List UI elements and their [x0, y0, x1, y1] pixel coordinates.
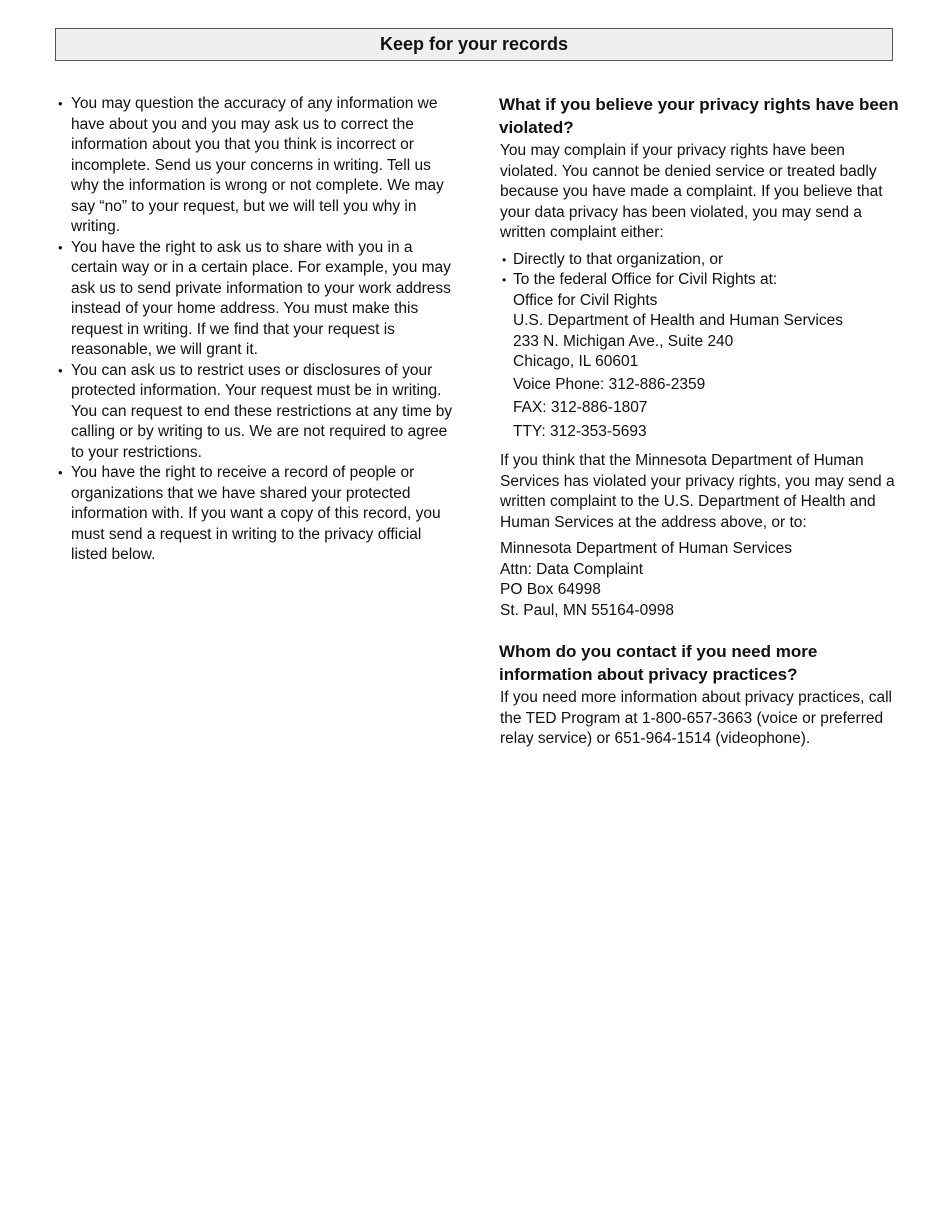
records-header-title: Keep for your records	[379, 34, 569, 54]
violation-intro: You may complain if your privacy rights have been violated. You cannot be denied service or treated badly because you have made a complaint. If you believe that your data privacy has been violated, you may send a written complaint either:	[500, 142, 883, 241]
ocr-address	[499, 291, 899, 373]
phone-line: Voice Phone: 312-886-2359	[513, 375, 706, 393]
address-line: Attn: Data Complaint	[500, 560, 644, 578]
mn-paragraph: If you think that the Minnesota Department of Human Services has violated your privacy rights, you may send a written complaint to the U.S. Department of Health and Human Services at the address above, or to:	[500, 452, 895, 531]
rights-item: • You may question the accuracy of any information we have about you and you may ask us to correct the information about you that you think is incorrect or incomplete. Send us your concerns in writing. Tell us why the information is wrong or not complete. We may say “no” to your request, but we will tell you why in writing.	[58, 94, 458, 238]
phone-line: TTY: 312-353-5693	[513, 422, 647, 440]
address-line: PO Box 64998	[500, 581, 601, 598]
phone-line: FAX: 312-886-1807	[513, 399, 648, 416]
complaint-options	[499, 250, 899, 291]
rights-item: • You have the right to ask us to share with you in a certain way or in a certain place. For example, you may ask us to send private information to your work address instead of your home address. You must make this request in writing. If we find that your request is reasonable, we will grant it.	[58, 238, 458, 361]
address-line: Office for Civil Rights	[513, 291, 658, 309]
ocr-phones	[499, 375, 899, 443]
contact-body: If you need more information about privacy practices, call the TED Program at 1-800-657-3663 (voice or preferred relay service) or 651-964-1514 (videophone).	[500, 689, 892, 747]
records-header	[55, 28, 893, 61]
address-line: Minnesota Department of Human Services	[500, 540, 793, 557]
address-line: U.S. Department of Health and Human Services	[513, 312, 843, 329]
complaint-option: • To the federal Office for Civil Rights at:	[499, 270, 899, 291]
violation-heading: What if you believe your privacy rights have been violated?	[499, 95, 899, 137]
rights-list	[58, 94, 458, 566]
rights-item: • You can ask us to restrict uses or disclosures of your protected information. Your request must be in writing. You can request to end these restrictions at any time by calling or by writing to us. We are not required to agree to your restrictions.	[58, 361, 458, 464]
complaint-option: • Directly to that organization, or	[499, 250, 899, 271]
left-column	[58, 94, 458, 566]
address-line: 233 N. Michigan Ave., Suite 240	[513, 332, 734, 350]
contact-heading: Whom do you contact if you need more information about privacy practices?	[499, 642, 818, 684]
mn-address	[499, 539, 899, 621]
right-column	[499, 94, 899, 750]
address-line: Chicago, IL 60601	[513, 353, 639, 370]
rights-item: • You have the right to receive a record of people or organizations that we have shared your protected information with. If you want a copy of this record, you must send a request in writing to the privacy official listed below.	[58, 463, 458, 566]
address-line: St. Paul, MN 55164-0998	[500, 601, 675, 619]
